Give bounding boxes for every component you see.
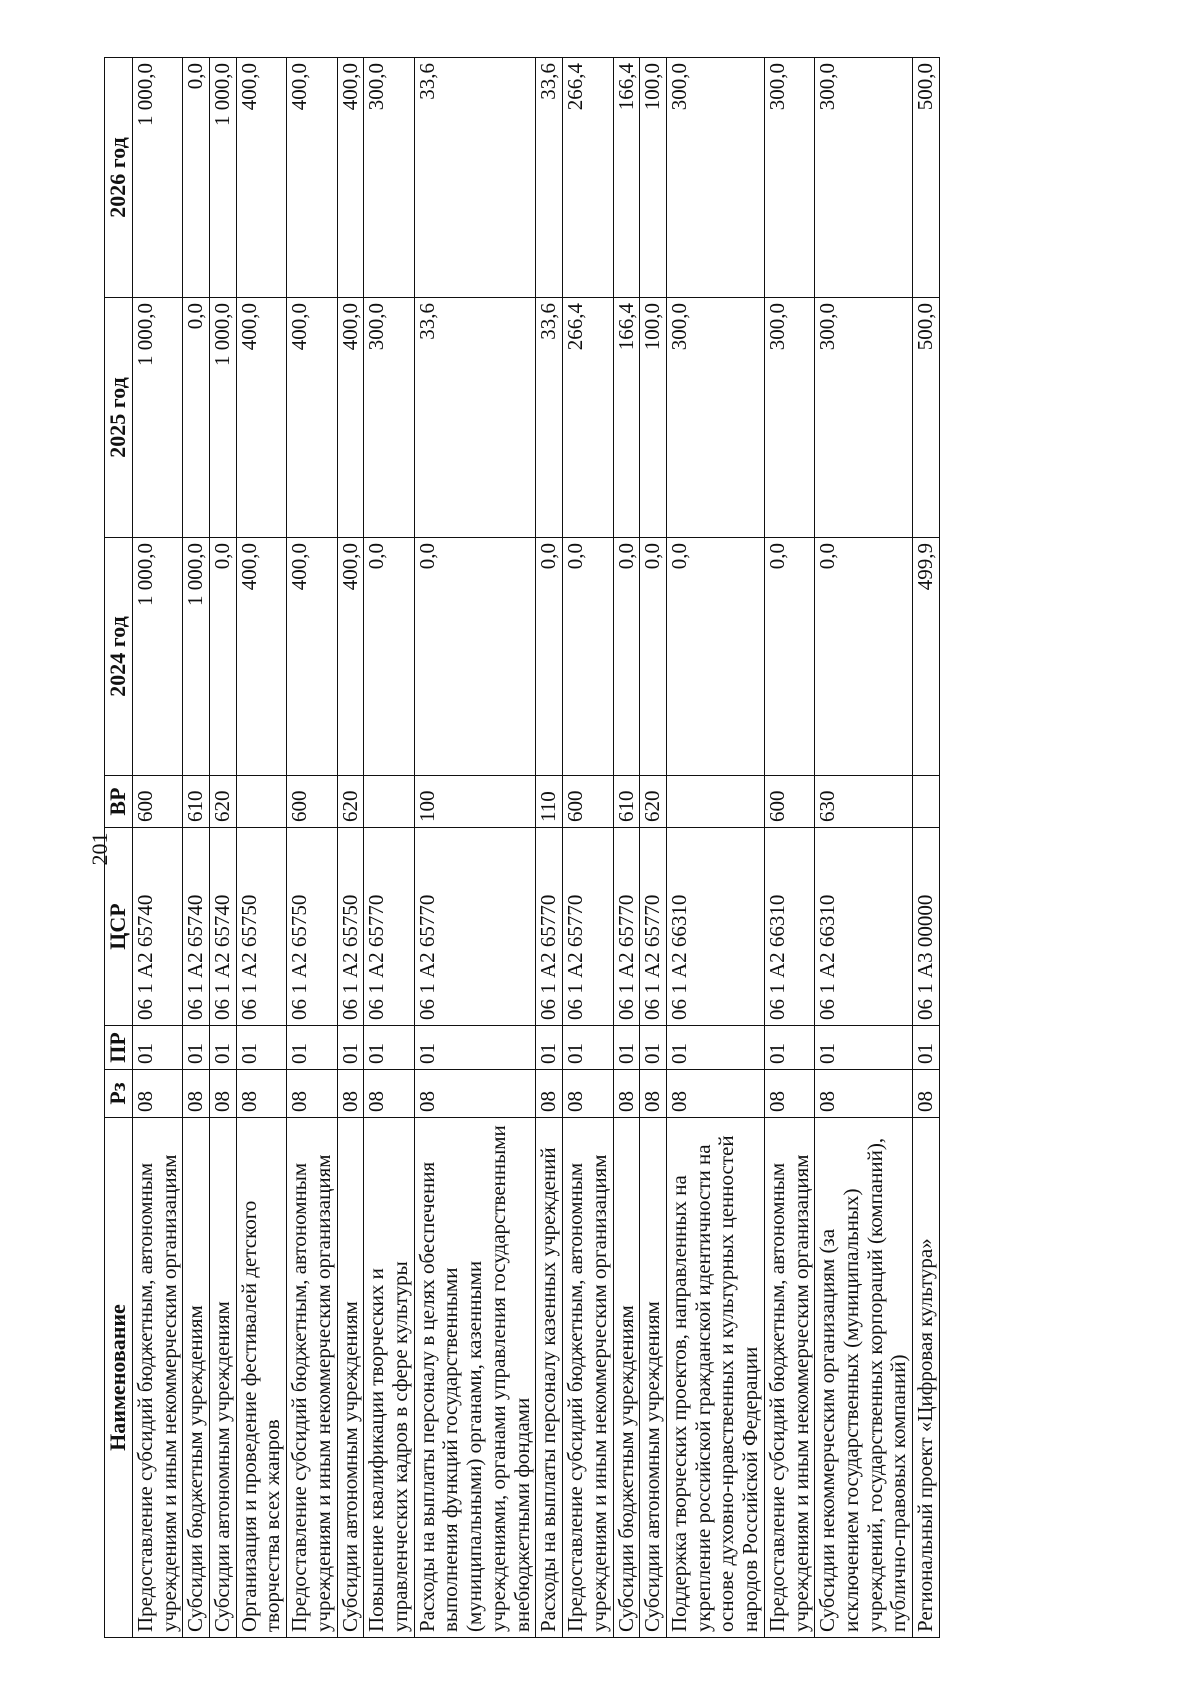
header-pr: ПР	[105, 1026, 133, 1070]
cell-y2026: 33,6	[536, 58, 563, 298]
cell-y2025: 400,0	[337, 298, 364, 538]
table-row	[236, 58, 286, 1638]
cell-csr: 06 1 А2 65740	[210, 828, 237, 1026]
cell-name: Субсидии автономным учреждениям	[640, 1118, 667, 1638]
cell-y2026: 100,0	[640, 58, 667, 298]
page-number: 201	[87, 832, 112, 866]
cell-pr: 01	[414, 1026, 536, 1070]
cell-y2024: 0,0	[536, 538, 563, 776]
cell-y2026: 300,0	[364, 58, 414, 298]
cell-name: Организация и проведение фестивалей детского творчества всех жанров	[236, 1118, 286, 1638]
cell-csr: 06 1 А2 66310	[666, 828, 764, 1026]
cell-rz: 08	[414, 1070, 536, 1118]
cell-y2026: 33,6	[414, 58, 536, 298]
cell-csr: 06 1 А3 00000	[913, 828, 940, 1026]
cell-pr: 01	[640, 1026, 667, 1070]
cell-y2025: 33,6	[414, 298, 536, 538]
header-name: Наименование	[105, 1118, 133, 1638]
cell-pr: 01	[236, 1026, 286, 1070]
cell-y2024: 1 000,0	[183, 538, 210, 776]
cell-rz: 08	[364, 1070, 414, 1118]
cell-pr: 01	[287, 1026, 337, 1070]
cell-name: Субсидии бюджетным учреждениям	[613, 1118, 640, 1638]
cell-y2024: 0,0	[613, 538, 640, 776]
cell-y2024: 0,0	[563, 538, 613, 776]
cell-rz: 08	[815, 1070, 913, 1118]
cell-name: Субсидии бюджетным учреждениям	[183, 1118, 210, 1638]
cell-rz: 08	[613, 1070, 640, 1118]
cell-pr: 01	[337, 1026, 364, 1070]
cell-y2025: 300,0	[666, 298, 764, 538]
cell-y2026: 400,0	[337, 58, 364, 298]
cell-csr: 06 1 А2 65770	[563, 828, 613, 1026]
cell-vr: 600	[563, 776, 613, 828]
cell-vr: 110	[536, 776, 563, 828]
header-rz: Рз	[105, 1070, 133, 1118]
cell-name: Субсидии некоммерческим организациям (за исключением государственных (муниципальных) учреждений, государственных корпораций (компаний), публично-правовых компаний)	[815, 1118, 913, 1638]
cell-y2026: 300,0	[764, 58, 814, 298]
cell-vr: 600	[132, 776, 182, 828]
cell-name: Предоставление субсидий бюджетным, автономным учреждениям и иным некоммерческим организациям	[764, 1118, 814, 1638]
cell-csr: 06 1 А2 65770	[640, 828, 667, 1026]
cell-csr: 06 1 А2 65750	[236, 828, 286, 1026]
cell-pr: 01	[913, 1026, 940, 1070]
cell-vr: 600	[764, 776, 814, 828]
header-csr: ЦСР	[105, 828, 133, 1026]
cell-name: Поддержка творческих проектов, направленных на укрепление российской гражданской идентичности на основе духовно-нравственных и культурных ценностей народов Российской Федерации	[666, 1118, 764, 1638]
cell-y2024: 0,0	[764, 538, 814, 776]
cell-vr	[364, 776, 414, 828]
cell-rz: 08	[337, 1070, 364, 1118]
table-row	[414, 58, 536, 1638]
cell-name: Расходы на выплаты персоналу казенных учреждений	[536, 1118, 563, 1638]
table-row	[210, 58, 237, 1638]
cell-y2026: 300,0	[666, 58, 764, 298]
cell-name: Субсидии автономным учреждениям	[210, 1118, 237, 1638]
cell-csr: 06 1 А2 65770	[536, 828, 563, 1026]
cell-csr: 06 1 А2 66310	[815, 828, 913, 1026]
header-2024: 2024 год	[105, 538, 133, 776]
cell-y2024: 400,0	[287, 538, 337, 776]
cell-pr: 01	[132, 1026, 182, 1070]
table-row	[337, 58, 364, 1638]
cell-rz: 08	[640, 1070, 667, 1118]
cell-rz: 08	[536, 1070, 563, 1118]
cell-y2025: 500,0	[913, 298, 940, 538]
cell-pr: 01	[815, 1026, 913, 1070]
cell-csr: 06 1 А2 65750	[337, 828, 364, 1026]
cell-rz: 08	[913, 1070, 940, 1118]
cell-pr: 01	[183, 1026, 210, 1070]
cell-y2025: 166,4	[613, 298, 640, 538]
cell-y2025: 100,0	[640, 298, 667, 538]
table-container	[104, 58, 1064, 1638]
cell-name: Региональный проект «Цифровая культура»	[913, 1118, 940, 1638]
table-row	[640, 58, 667, 1638]
header-2026: 2026 год	[105, 58, 133, 298]
table-row	[132, 58, 182, 1638]
cell-csr: 06 1 А2 66310	[764, 828, 814, 1026]
cell-pr: 01	[666, 1026, 764, 1070]
cell-name: Расходы на выплаты персоналу в целях обеспечения выполнения функций государственными (муниципальными) органами, казенными учреждениями, органами управления государственными внебюджетными фондами	[414, 1118, 536, 1638]
cell-pr: 01	[364, 1026, 414, 1070]
table-row	[287, 58, 337, 1638]
cell-csr: 06 1 А2 65770	[613, 828, 640, 1026]
cell-vr	[913, 776, 940, 828]
cell-y2024: 0,0	[815, 538, 913, 776]
cell-rz: 08	[666, 1070, 764, 1118]
cell-name: Предоставление субсидий бюджетным, автономным учреждениям и иным некоммерческим организациям	[563, 1118, 613, 1638]
cell-vr: 620	[337, 776, 364, 828]
cell-vr: 600	[287, 776, 337, 828]
cell-y2026: 1 000,0	[132, 58, 182, 298]
cell-y2026: 300,0	[815, 58, 913, 298]
cell-y2026: 0,0	[183, 58, 210, 298]
cell-y2025: 1 000,0	[132, 298, 182, 538]
table-row	[183, 58, 210, 1638]
cell-pr: 01	[210, 1026, 237, 1070]
cell-vr: 610	[183, 776, 210, 828]
cell-rz: 08	[236, 1070, 286, 1118]
table-row	[563, 58, 613, 1638]
cell-y2026: 1 000,0	[210, 58, 237, 298]
cell-y2026: 400,0	[287, 58, 337, 298]
cell-y2026: 400,0	[236, 58, 286, 298]
cell-y2025: 400,0	[236, 298, 286, 538]
cell-vr: 610	[613, 776, 640, 828]
cell-y2024: 0,0	[210, 538, 237, 776]
cell-y2025: 1 000,0	[210, 298, 237, 538]
cell-y2026: 166,4	[613, 58, 640, 298]
cell-rz: 08	[132, 1070, 182, 1118]
cell-rz: 08	[210, 1070, 237, 1118]
cell-name: Субсидии автономным учреждениям	[337, 1118, 364, 1638]
cell-rz: 08	[563, 1070, 613, 1118]
cell-y2024: 0,0	[414, 538, 536, 776]
cell-y2025: 300,0	[364, 298, 414, 538]
cell-y2025: 266,4	[563, 298, 613, 538]
cell-y2025: 400,0	[287, 298, 337, 538]
cell-csr: 06 1 А2 65750	[287, 828, 337, 1026]
cell-y2026: 500,0	[913, 58, 940, 298]
cell-y2024: 400,0	[236, 538, 286, 776]
cell-name: Предоставление субсидий бюджетным, автономным учреждениям и иным некоммерческим организациям	[132, 1118, 182, 1638]
cell-y2025: 300,0	[815, 298, 913, 538]
cell-y2024: 0,0	[640, 538, 667, 776]
header-2025: 2025 год	[105, 298, 133, 538]
cell-vr	[236, 776, 286, 828]
cell-y2024: 0,0	[364, 538, 414, 776]
header-vr: ВР	[105, 776, 133, 828]
table-row	[815, 58, 913, 1638]
cell-csr: 06 1 А2 65770	[414, 828, 536, 1026]
cell-rz: 08	[764, 1070, 814, 1118]
cell-vr: 100	[414, 776, 536, 828]
cell-pr: 01	[563, 1026, 613, 1070]
header-row	[105, 58, 133, 1638]
table-row	[613, 58, 640, 1638]
table-row	[364, 58, 414, 1638]
cell-csr: 06 1 А2 65740	[132, 828, 182, 1026]
cell-y2024: 400,0	[337, 538, 364, 776]
cell-csr: 06 1 А2 65740	[183, 828, 210, 1026]
budget-table	[104, 57, 940, 1638]
cell-y2025: 0,0	[183, 298, 210, 538]
table-row	[666, 58, 764, 1638]
cell-pr: 01	[536, 1026, 563, 1070]
table-row	[764, 58, 814, 1638]
cell-y2024: 499,9	[913, 538, 940, 776]
cell-y2025: 300,0	[764, 298, 814, 538]
cell-pr: 01	[764, 1026, 814, 1070]
cell-y2024: 0,0	[666, 538, 764, 776]
cell-name: Повышение квалификации творческих и управленческих кадров в сфере культуры	[364, 1118, 414, 1638]
cell-name: Предоставление субсидий бюджетным, автономным учреждениям и иным некоммерческим организациям	[287, 1118, 337, 1638]
cell-rz: 08	[287, 1070, 337, 1118]
table-row	[913, 58, 940, 1638]
cell-y2026: 266,4	[563, 58, 613, 298]
cell-rz: 08	[183, 1070, 210, 1118]
cell-y2024: 1 000,0	[132, 538, 182, 776]
cell-vr: 630	[815, 776, 913, 828]
cell-pr: 01	[613, 1026, 640, 1070]
cell-csr: 06 1 А2 65770	[364, 828, 414, 1026]
cell-vr	[666, 776, 764, 828]
table-row	[536, 58, 563, 1638]
cell-y2025: 33,6	[536, 298, 563, 538]
table-body	[132, 58, 939, 1638]
cell-vr: 620	[210, 776, 237, 828]
cell-vr: 620	[640, 776, 667, 828]
